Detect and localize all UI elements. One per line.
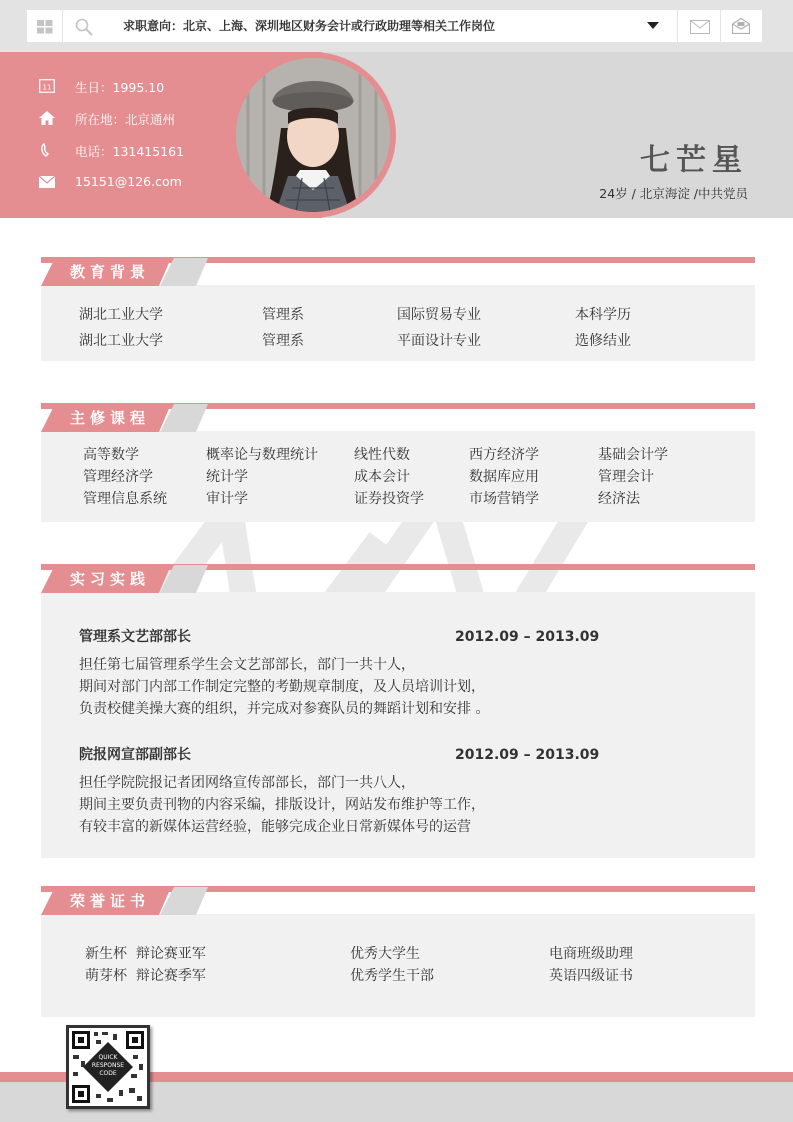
edu-degree: 本科学历 (575, 307, 631, 323)
course-item: 市场营销学 (469, 491, 539, 507)
course-item: 高等数学 (83, 447, 139, 463)
practice-desc-line: 负责校健美操大赛的组织，并完成对参赛队员的舞蹈计划和安排 。 (79, 701, 490, 717)
edu-department: 管理系 (262, 333, 304, 349)
profile-photo (236, 58, 390, 212)
edu-major: 平面设计专业 (397, 333, 481, 349)
course-item: 管理会计 (598, 469, 654, 485)
honor-item: 萌芽杯 辩论赛季军 (85, 968, 206, 984)
email-text: 15151@126.com (75, 174, 182, 189)
practice-desc-line: 期间对部门内部工作制定完整的考勤规章制度，及人员培训计划， (79, 679, 485, 695)
course-item: 线性代数 (354, 447, 410, 463)
practice-role: 管理系文艺部部长 (79, 629, 191, 645)
course-item: 概率论与数理统计 (206, 447, 318, 463)
candidate-subinfo: 24岁 / 北京海淀 /中共党员 (599, 186, 748, 201)
envelope-icon (38, 173, 56, 191)
honors-title: 荣誉证书 (70, 892, 151, 910)
edu-major: 国际贸易专业 (397, 307, 481, 323)
birthday-text: 生日：1995.10 (75, 80, 165, 95)
practice-date: 2012.09 – 2013.09 (455, 629, 600, 645)
course-item: 西方经济学 (469, 447, 539, 463)
qr-label-line: QUICK (98, 1054, 118, 1061)
practice-role: 院报网宣部副部长 (79, 747, 191, 763)
course-item: 数据库应用 (469, 469, 539, 485)
search-icon[interactable] (74, 17, 94, 37)
qr-code (66, 1025, 150, 1109)
toolbar-divider (62, 10, 63, 42)
windows-icon[interactable] (37, 19, 53, 33)
honor-item: 优秀学生干部 (350, 968, 434, 984)
course-item: 管理信息系统 (83, 491, 167, 507)
practice-desc-line: 担任学院院报记者团网络宣传部部长，部门一共八人， (79, 775, 415, 791)
toolbar-divider (677, 10, 678, 42)
location-text: 所在地：北京通州 (75, 112, 176, 127)
phone-text: 电话：131415161 (75, 144, 185, 159)
course-item: 统计学 (206, 469, 248, 485)
edu-school: 湖北工业大学 (79, 307, 163, 323)
qr-label (69, 1054, 147, 1078)
edu-school: 湖北工业大学 (79, 333, 163, 349)
candidate-name: 七芒星 (640, 143, 748, 178)
home-icon (38, 109, 56, 127)
qr-label-line: CODE (99, 1070, 117, 1077)
course-item: 经济法 (598, 491, 640, 507)
course-item: 管理经济学 (83, 469, 153, 485)
honor-item: 优秀大学生 (350, 946, 420, 962)
honor-item: 英语四级证书 (549, 968, 633, 984)
svg-text:11: 11 (42, 83, 52, 92)
practice-desc-line: 有较丰富的新媒体运营经验，能够完成企业日常新媒体号的运营 (79, 819, 471, 835)
honor-item: 电商班级助理 (549, 946, 633, 962)
job-intent-text: 求职意向：北京、上海、深圳地区财务会计或行政助理等相关工作岗位 (123, 19, 496, 33)
edu-department: 管理系 (262, 307, 304, 323)
practice-desc-line: 期间主要负责刊物的内容采编，排版设计，网站发布维护等工作， (79, 797, 485, 813)
mail-icon[interactable] (690, 19, 710, 33)
practice-date: 2012.09 – 2013.09 (455, 747, 600, 763)
edu-degree: 选修结业 (575, 333, 631, 349)
honor-item: 新生杯 辩论赛亚军 (85, 946, 206, 962)
calendar-icon (38, 77, 56, 95)
inbox-icon[interactable] (732, 18, 750, 34)
toolbar-divider (720, 10, 721, 42)
phone-icon (38, 141, 56, 159)
course-item: 证券投资学 (354, 491, 424, 507)
course-item: 基础会计学 (598, 447, 668, 463)
dropdown-arrow-icon[interactable] (647, 22, 659, 29)
course-item: 成本会计 (354, 469, 410, 485)
courses-title: 主修课程 (70, 409, 151, 427)
course-item: 审计学 (206, 491, 248, 507)
practice-desc-line: 担任第七届管理系学生会文艺部部长，部门一共十人， (79, 657, 415, 673)
education-title: 教育背景 (70, 263, 151, 281)
job-intent-bar[interactable] (27, 10, 762, 42)
practice-title: 实习实践 (70, 570, 151, 588)
qr-label-line: RESPONSE (91, 1062, 125, 1069)
